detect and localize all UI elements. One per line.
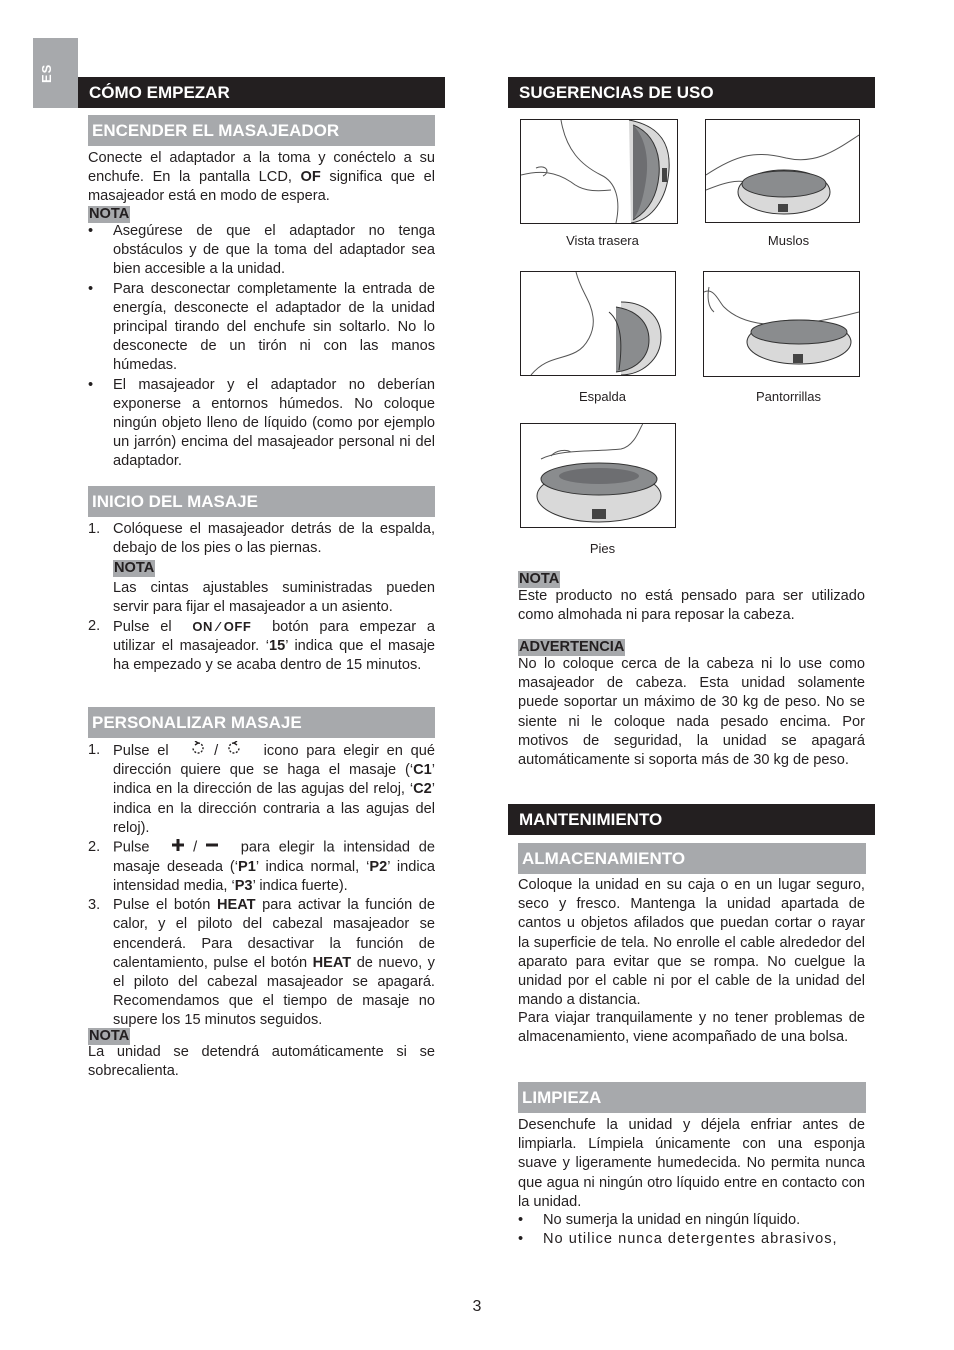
section-title-mantenimiento <box>508 804 875 835</box>
caption-vista-trasera: Vista trasera <box>566 233 639 248</box>
back-massage-illustration <box>521 120 677 223</box>
section-title-sugerencias <box>508 77 875 108</box>
plus-icon <box>172 838 184 857</box>
sugerencias-title-label: SUGERENCIAS DE USO <box>519 83 714 102</box>
personalizar-step-2 <box>88 838 435 896</box>
inicio-step-2-text-c: ’ indica que el masaje ha empezado y se acaba dentro de 15 minutos. <box>113 638 435 674</box>
bullet-item: • No sumerja la unidad en ningún líquido. <box>518 1211 865 1230</box>
inicio-step-2 <box>88 617 435 676</box>
inicio-title-label: INICIO DEL MASAJE <box>92 492 258 511</box>
language-tab-label: ES <box>39 63 54 83</box>
p2-bold-p3: P3 <box>234 877 253 894</box>
inicio-step-2-bold: 15 <box>268 638 286 655</box>
step-number: 2. <box>88 618 101 635</box>
almacenamiento-paragraph-2: Para viajar tranquilamente y no tener problemas de almacenamiento, viene acompañado de una bolsa. <box>518 1010 865 1046</box>
subsection-title-encender <box>88 115 435 146</box>
p3-text-c: de nuevo, y el piloto del cabezal masajeador se apagará. Recomendamos que el tiempo de masaje no supere los 15 minutos seguidos. <box>113 954 435 1029</box>
personalizar-step-1 <box>88 741 435 838</box>
encender-text-2: significa que el masajeador está en modo de espera. <box>88 169 435 205</box>
almacenamiento-title-label: ALMACENAMIENTO <box>522 849 686 868</box>
figure-muslos <box>705 119 860 223</box>
bullet-item: • Para desconectar completamente la entrada de energía, desconecte el adaptador de la unidad principal tirando del enchufe sin soltarlo. No lo desconecte de un tirón ni con las manos húmedas. <box>88 280 435 376</box>
p1-separator: / <box>214 742 219 759</box>
subsection-title-personalizar <box>88 707 435 738</box>
inicio-step-1 <box>88 520 435 617</box>
figure-pies <box>520 423 676 528</box>
p1-text-b: icono para elegir en qué dirección quiere que se haga el masaje (‘ <box>113 742 436 779</box>
step-number: 3. <box>88 897 101 914</box>
p1-bold-c2: C2 <box>413 781 432 798</box>
p2-bold-p1: P1 <box>238 858 256 875</box>
subsection-title-inicio <box>88 486 435 517</box>
thigh-massage-illustration <box>706 120 859 222</box>
inicio-steps <box>88 520 435 676</box>
inicio-nota-text: Las cintas ajustables suministradas pueden servir para fijar el masajeador a un asiento. <box>113 579 435 615</box>
advertencia-label: ADVERTENCIA <box>519 639 625 655</box>
bullet-item: • No utilice nunca detergentes abrasivos, <box>518 1230 865 1249</box>
subsection-title-limpieza <box>518 1082 866 1113</box>
inicio-step-2-text-b: botón para empezar a utilizar el masajeador. ‘ <box>113 619 435 655</box>
language-tab <box>33 38 78 108</box>
caption-pantorrillas: Pantorrillas <box>755 389 822 404</box>
p1-text-d: ’ indica en la dirección contraria a las agujas del reloj). <box>113 781 435 836</box>
p3-text-a: Pulse el botón <box>113 897 211 914</box>
caption-pies: Pies <box>589 541 616 556</box>
p1-text-a: Pulse el <box>113 742 169 759</box>
minus-icon <box>206 838 218 857</box>
rotate-clockwise-icon <box>190 741 206 761</box>
section-title-como-empezar <box>78 77 445 108</box>
encender-title-label: ENCENDER EL MASAJEADOR <box>92 121 340 140</box>
bullet-item: • El masajeador y el adaptador no deberían exponerse a entornos húmedos. No coloque ningún objeto lleno de líquido (como por ejemplo un jarrón) encima del masajeador personal ni del adaptador. <box>88 376 435 472</box>
foot-massage-illustration <box>521 424 675 527</box>
limpieza-paragraph: Desenchufe la unidad y déjela enfriar antes de limpiarla. Límpiela únicamente con una esponja suave y ligeramente humedecida. No permita nunca que agua ni ningún otro líquido entre en contacto con la unidad. <box>518 1117 865 1210</box>
bullet-item: • Asegúrese de que el adaptador no tenga obstáculos y de que la toma del adaptador sea bien accesible a la unidad. <box>88 222 435 280</box>
personalizar-step-3 <box>88 896 435 1030</box>
caption-espalda: Espalda <box>579 389 626 404</box>
personalizar-steps <box>88 741 435 1031</box>
on-off-icon: ON ⁄ OFF <box>192 619 252 635</box>
nota-pillow-text: Este producto no está pensado para ser utilizado como almohada ni para reposar la cabeza. <box>518 588 865 624</box>
figure-vista-trasera <box>520 119 678 224</box>
p3-bold-heat: HEAT <box>216 897 256 914</box>
p2-text-a: Pulse <box>113 839 150 856</box>
calf-massage-illustration <box>704 272 859 376</box>
p2-text-e: ’ indica fuerte). <box>252 877 348 894</box>
step-number: 1. <box>88 521 101 537</box>
figure-pantorrillas <box>703 271 860 377</box>
p2-text-c: ’ indica normal, ‘ <box>255 858 370 875</box>
p2-bold-p2: P2 <box>369 858 388 875</box>
almacenamiento-paragraph-1: Coloque la unidad en su caja o en un lugar seguro, seco y fresco. Mantenga la unidad apartada de cantos u objetos afilados que puedan cortar o rayar la superficie de tela. No enrolle el cable alrededor del aparato para evitar que se rompa. No cuelgue la unidad por el cable ni por el cable de la unidad del mando a distancia. <box>518 877 865 1009</box>
nota-label-2: NOTA <box>114 560 155 577</box>
nota-label-1: NOTA <box>89 206 130 222</box>
step-number: 2. <box>88 839 101 856</box>
encender-paragraph <box>88 149 435 207</box>
limpieza-bullet-list <box>518 1211 865 1249</box>
encender-text-1: Conecte el adaptador a la toma y conéctelo a su enchufe. En la pantalla LCD, <box>88 150 435 186</box>
caption-muslos: Muslos <box>767 233 810 248</box>
nota-label-3: NOTA <box>89 1028 130 1044</box>
nota-label-4: NOTA <box>519 571 560 587</box>
encender-bullet-list <box>88 222 435 472</box>
p1-bold-c1: C1 <box>413 762 432 779</box>
nota-overheat-text: La unidad se detendrá automáticamente si se sobrecalienta. <box>88 1044 435 1080</box>
rotate-counterclockwise-icon <box>226 741 242 761</box>
inicio-step-1-text: Colóquese el masajeador detrás de la espalda, debajo de los pies o las piernas. <box>113 521 435 557</box>
step-number: 1. <box>88 742 101 758</box>
p2-text-b: para elegir la intensidad de masaje deseada (‘ <box>113 839 435 875</box>
como-empezar-label: CÓMO EMPEZAR <box>89 83 230 102</box>
p3-text-b: para activar la función de calor, y el piloto del cabezal masajeador se encenderá. Para desactivar la función de calentamiento, pulse el botón <box>113 897 435 971</box>
p2-text-d: ’ indica intensidad media, ‘ <box>113 858 435 894</box>
p2-separator: / <box>193 839 198 856</box>
p1-text-c: ’ indica en la dirección de las agujas del reloj, ‘ <box>113 762 435 798</box>
mantenimiento-title-label: MANTENIMIENTO <box>519 810 663 829</box>
back-lower-illustration <box>521 272 675 375</box>
inicio-step-2-text-a: Pulse el <box>113 619 172 636</box>
advertencia-text: No lo coloque cerca de la cabeza ni lo use como masajeador de cabeza. Esta unidad solamente puede soportar un máximo de 30 kg de peso. No se siente ni le coloque nada pesado encima. Por motivos de seguridad, la unidad se apagará automáticamente si soporta más de 30 kg de peso. <box>518 656 865 769</box>
subsection-title-almacenamiento <box>518 843 866 874</box>
encender-text-bold: OF <box>300 169 321 186</box>
figure-espalda <box>520 271 676 376</box>
page-number: 3 <box>472 1298 482 1315</box>
p3-bold-heat-2: HEAT <box>312 954 352 971</box>
limpieza-title-label: LIMPIEZA <box>522 1088 602 1107</box>
personalizar-title-label: PERSONALIZAR MASAJE <box>92 713 302 732</box>
